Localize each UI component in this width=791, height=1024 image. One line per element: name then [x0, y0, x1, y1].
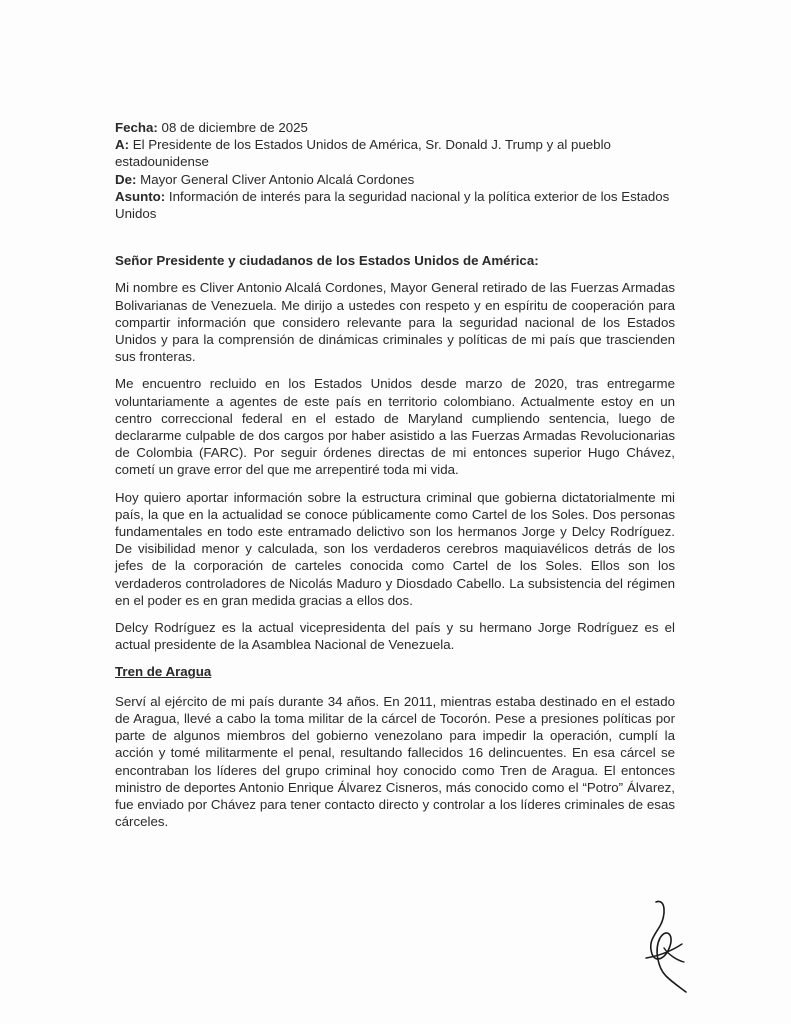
sender-value: Mayor General Cliver Antonio Alcalá Cordones	[136, 171, 415, 187]
subject-line	[115, 188, 675, 222]
paragraph-rodriguez: Delcy Rodríguez es la actual vicepresidenta del país y su hermano Jorge Rodríguez es el actual presidente de la Asamblea Nacional de Venezuela.	[115, 620, 675, 653]
subject-label: Asunto:	[115, 188, 166, 204]
date-label: Fecha:	[115, 120, 158, 135]
paragraph-detention: Me encuentro recluido en los Estados Unidos desde marzo de 2020, tras entregarme voluntariamente a agentes de este país en territorio colombiano. Actualmente estoy en un centro correccional federal en el estado de Maryland cumpliendo sentencia, luego de declararme culpable de dos cargos por haber asistido a las Fuerzas Armadas Revolucionarias de Colombia (FARC). Por seguir órdenes directas de mi entonces superior Hugo Chávez, cometí un grave error del que me arrepentiré toda mi vida.	[115, 376, 675, 478]
date-line	[115, 119, 675, 136]
letter-content	[115, 119, 675, 840]
recipient-value: El Presidente de los Estados Unidos de América, Sr. Donald J. Trump y al pueblo estadounidense	[115, 137, 611, 170]
letter-header	[115, 119, 675, 222]
salutation: Señor Presidente y ciudadanos de los Estados Unidos de América:	[115, 253, 539, 269]
paragraph-cartel: Hoy quiero aportar información sobre la estructura criminal que gobierna dictatorialmente mi país, la que en la actualidad se conoce públicamente como Cartel de los Soles. Dos personas fundamentales en todo este entramado delictivo son los hermanos Jorge y Delcy Rodríguez. De visibilidad menor y calculada, son los verdaderos cerebros maquiavélicos detrás de los jefes de la corporación de carteles conocida como Cartel de los Soles. Ellos son los verdaderos controladores de Nicolás Maduro y Diosdado Cabello. La subsistencia del régimen en el poder es en gran medida gracias a ellos dos.	[115, 489, 675, 608]
sender-label: De:	[115, 171, 137, 187]
date-value: 08 de diciembre de 2025	[157, 120, 308, 135]
paragraph-introduction: Mi nombre es Cliver Antonio Alcalá Cordones, Mayor General retirado de las Fuerzas Armadas Bolivarianas de Venezuela. Me dirijo a ustedes con respeto y en espíritu de cooperación para compartir información que considero relevante para la seguridad nacional de los Estados Unidos y para la comprensión de dinámicas criminales y políticas de mi país que trascienden sus fronteras.	[115, 280, 675, 365]
recipient-label: A:	[115, 137, 130, 153]
section-heading-tren-de-aragua: Tren de Aragua	[115, 664, 212, 680]
sender-line	[115, 171, 675, 188]
paragraph-tren-de-aragua: Serví al ejército de mi país durante 34 años. En 2011, mientras estaba destinado en el estado de Aragua, llevé a cabo la toma militar de la cárcel de Tocorón. Pese a presiones políticas por parte de algunos miembros del gobierno venezolano para impedir la operación, cumplí la acción y tomé militarmente el penal, resultando fallecidos 16 delincuentes. En esa cárcel se encontraban los líderes del grupo criminal hoy conocido como Tren de Aragua. El entonces ministro de deportes Antonio Enrique Álvarez Cisneros, más conocido como el “Potro” Álvarez, fue enviado por Chávez para tener contacto directo y controlar a los líderes criminales de esas cárceles.	[115, 693, 675, 830]
subject-value: Información de interés para la seguridad nacional y la política exterior de los Estados Unidos	[115, 188, 670, 222]
signature-mark	[636, 898, 696, 994]
recipient-line	[115, 136, 675, 170]
